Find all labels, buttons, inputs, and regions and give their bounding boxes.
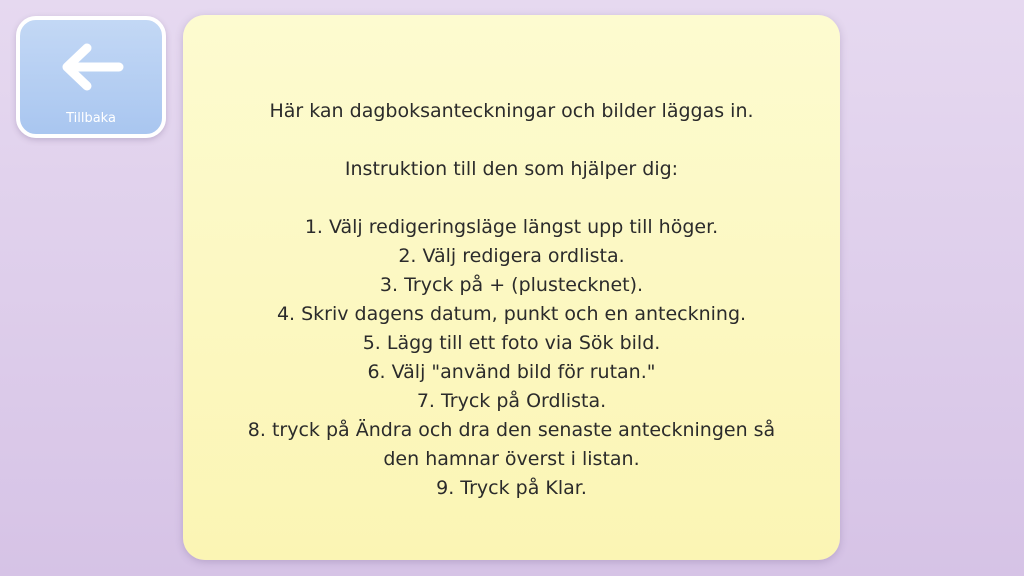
back-button-label: Tillbaka xyxy=(66,111,116,126)
arrow-left-icon xyxy=(61,42,125,92)
step-8-continued: den hamnar överst i listan. xyxy=(383,448,640,470)
intro-text: Här kan dagboksanteckningar och bilder läggas in. xyxy=(269,100,754,122)
step-1: 1. Välj redigeringsläge längst upp till höger. xyxy=(304,216,719,238)
step-9: 9. Tryck på Klar. xyxy=(436,477,587,499)
step-5: 5. Lägg till ett foto via Sök bild. xyxy=(362,332,661,354)
step-8: 8. tryck på Ändra och dra den senaste anteckningen så xyxy=(247,419,776,441)
step-7: 7. Tryck på Ordlista. xyxy=(416,390,607,412)
step-3: 3. Tryck på + (plustecknet). xyxy=(379,274,644,296)
instruction-heading: Instruktion till den som hjälper dig: xyxy=(344,158,679,180)
instruction-card xyxy=(183,15,840,560)
step-6: 6. Välj "använd bild för rutan." xyxy=(367,361,656,383)
step-4: 4. Skriv dagens datum, punkt och en anteckning. xyxy=(276,303,747,325)
back-button[interactable] xyxy=(16,16,166,138)
step-2: 2. Välj redigera ordlista. xyxy=(398,245,625,267)
